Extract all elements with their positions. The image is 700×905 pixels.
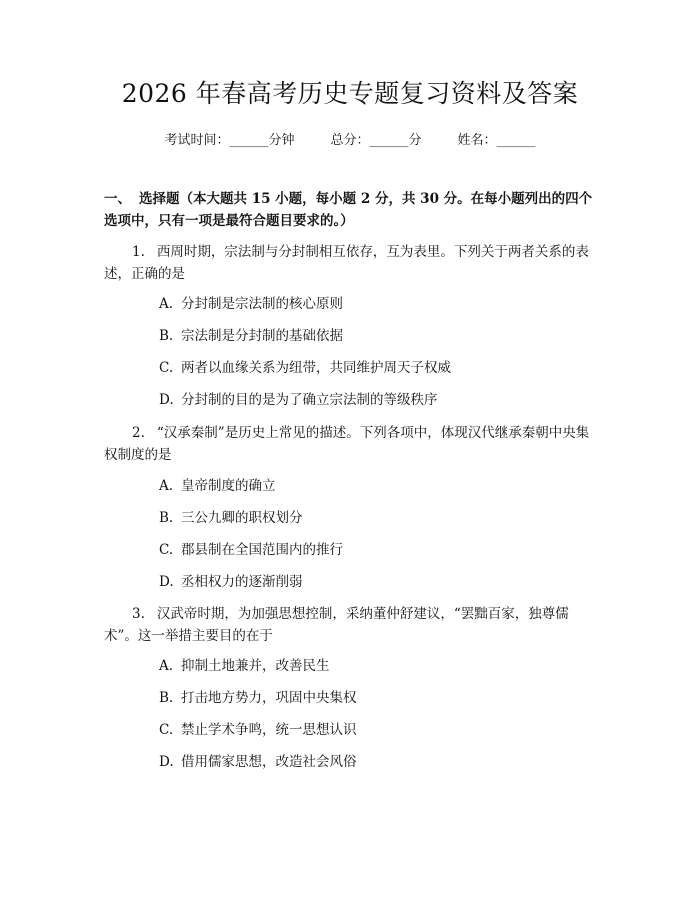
option-text: 宗法制是分封制的基础依据 — [181, 328, 343, 344]
option-item — [159, 508, 303, 528]
option-letter: C. — [159, 722, 174, 738]
exam-info-line — [0, 131, 700, 151]
option-letter: B. — [159, 510, 174, 526]
question-number: 1. — [132, 244, 145, 260]
option-letter: A. — [159, 296, 174, 312]
option-letter: D. — [159, 754, 174, 770]
question-number: 2. — [132, 425, 145, 441]
option-text: 分封制是宗法制的核心原则 — [181, 296, 343, 312]
option-item — [159, 476, 276, 496]
time-blank: ______ — [229, 133, 269, 148]
option-item — [159, 540, 343, 560]
option-item — [159, 358, 451, 378]
option-letter: C. — [159, 542, 174, 558]
question-number: 3. — [132, 606, 145, 622]
section-number: 一、 — [104, 191, 131, 207]
time-label: 考试时间： — [164, 133, 230, 148]
option-text: 丞相权力的逐渐削弱 — [181, 574, 303, 590]
score-unit: 分 — [408, 133, 422, 148]
option-letter: D. — [159, 574, 174, 590]
question-text: “汉承秦制”是历史上常见的描述。下列各项中，体现汉代继承秦朝中央集权制度的是 — [104, 425, 590, 463]
option-item — [159, 326, 343, 346]
score-blank: ______ — [369, 133, 409, 148]
option-text: 禁止学术争鸣，统一思想认识 — [181, 722, 357, 738]
section-heading — [104, 188, 604, 232]
score-label: 总分： — [330, 133, 370, 148]
option-item — [159, 294, 343, 314]
section-text: 选择题（本大题共 15 小题，每小题 2 分，共 30 分。在每小题列出的四个选项中，只有一项是最符合题目要求的。） — [104, 191, 593, 229]
option-text: 郡县制在全国范围内的推行 — [181, 542, 343, 558]
option-letter: A. — [159, 478, 174, 494]
name-label: 姓名： — [457, 133, 497, 148]
option-text: 分封制的目的是为了确立宗法制的等级秩序 — [181, 392, 438, 408]
option-text: 两者以血缘关系为纽带，共同维护周天子权威 — [181, 360, 451, 376]
option-letter: D. — [159, 392, 174, 408]
name-blank: ______ — [496, 133, 536, 148]
page-title: 2026 年春高考历史专题复习资料及答案 — [121, 79, 579, 108]
option-text: 打击地方势力，巩固中央集权 — [181, 690, 357, 706]
option-text: 借用儒家思想，改造社会风俗 — [181, 754, 357, 770]
option-letter: C. — [159, 360, 174, 376]
question-stem — [104, 603, 600, 647]
option-letter: B. — [159, 328, 174, 344]
question-stem — [104, 422, 600, 466]
option-item — [159, 390, 438, 410]
option-letter: B. — [159, 690, 174, 706]
question-stem — [104, 241, 600, 285]
question-text: 西周时期，宗法制与分封制相互依存，互为表里。下列关于两者关系的表述，正确的是 — [104, 244, 589, 282]
option-item — [159, 572, 303, 592]
question-text: 汉武帝时期，为加强思想控制，采纳董仲舒建议，“罢黜百家，独尊儒术”。这一举措主要目的在于 — [104, 606, 569, 644]
option-text: 皇帝制度的确立 — [181, 478, 276, 494]
option-text: 三公九卿的职权划分 — [181, 510, 303, 526]
option-letter: A. — [159, 658, 174, 674]
time-unit: 分钟 — [268, 133, 295, 148]
option-item — [159, 752, 357, 772]
option-item — [159, 688, 357, 708]
option-text: 抑制土地兼并，改善民生 — [181, 658, 330, 674]
option-item — [159, 656, 330, 676]
option-item — [159, 720, 357, 740]
